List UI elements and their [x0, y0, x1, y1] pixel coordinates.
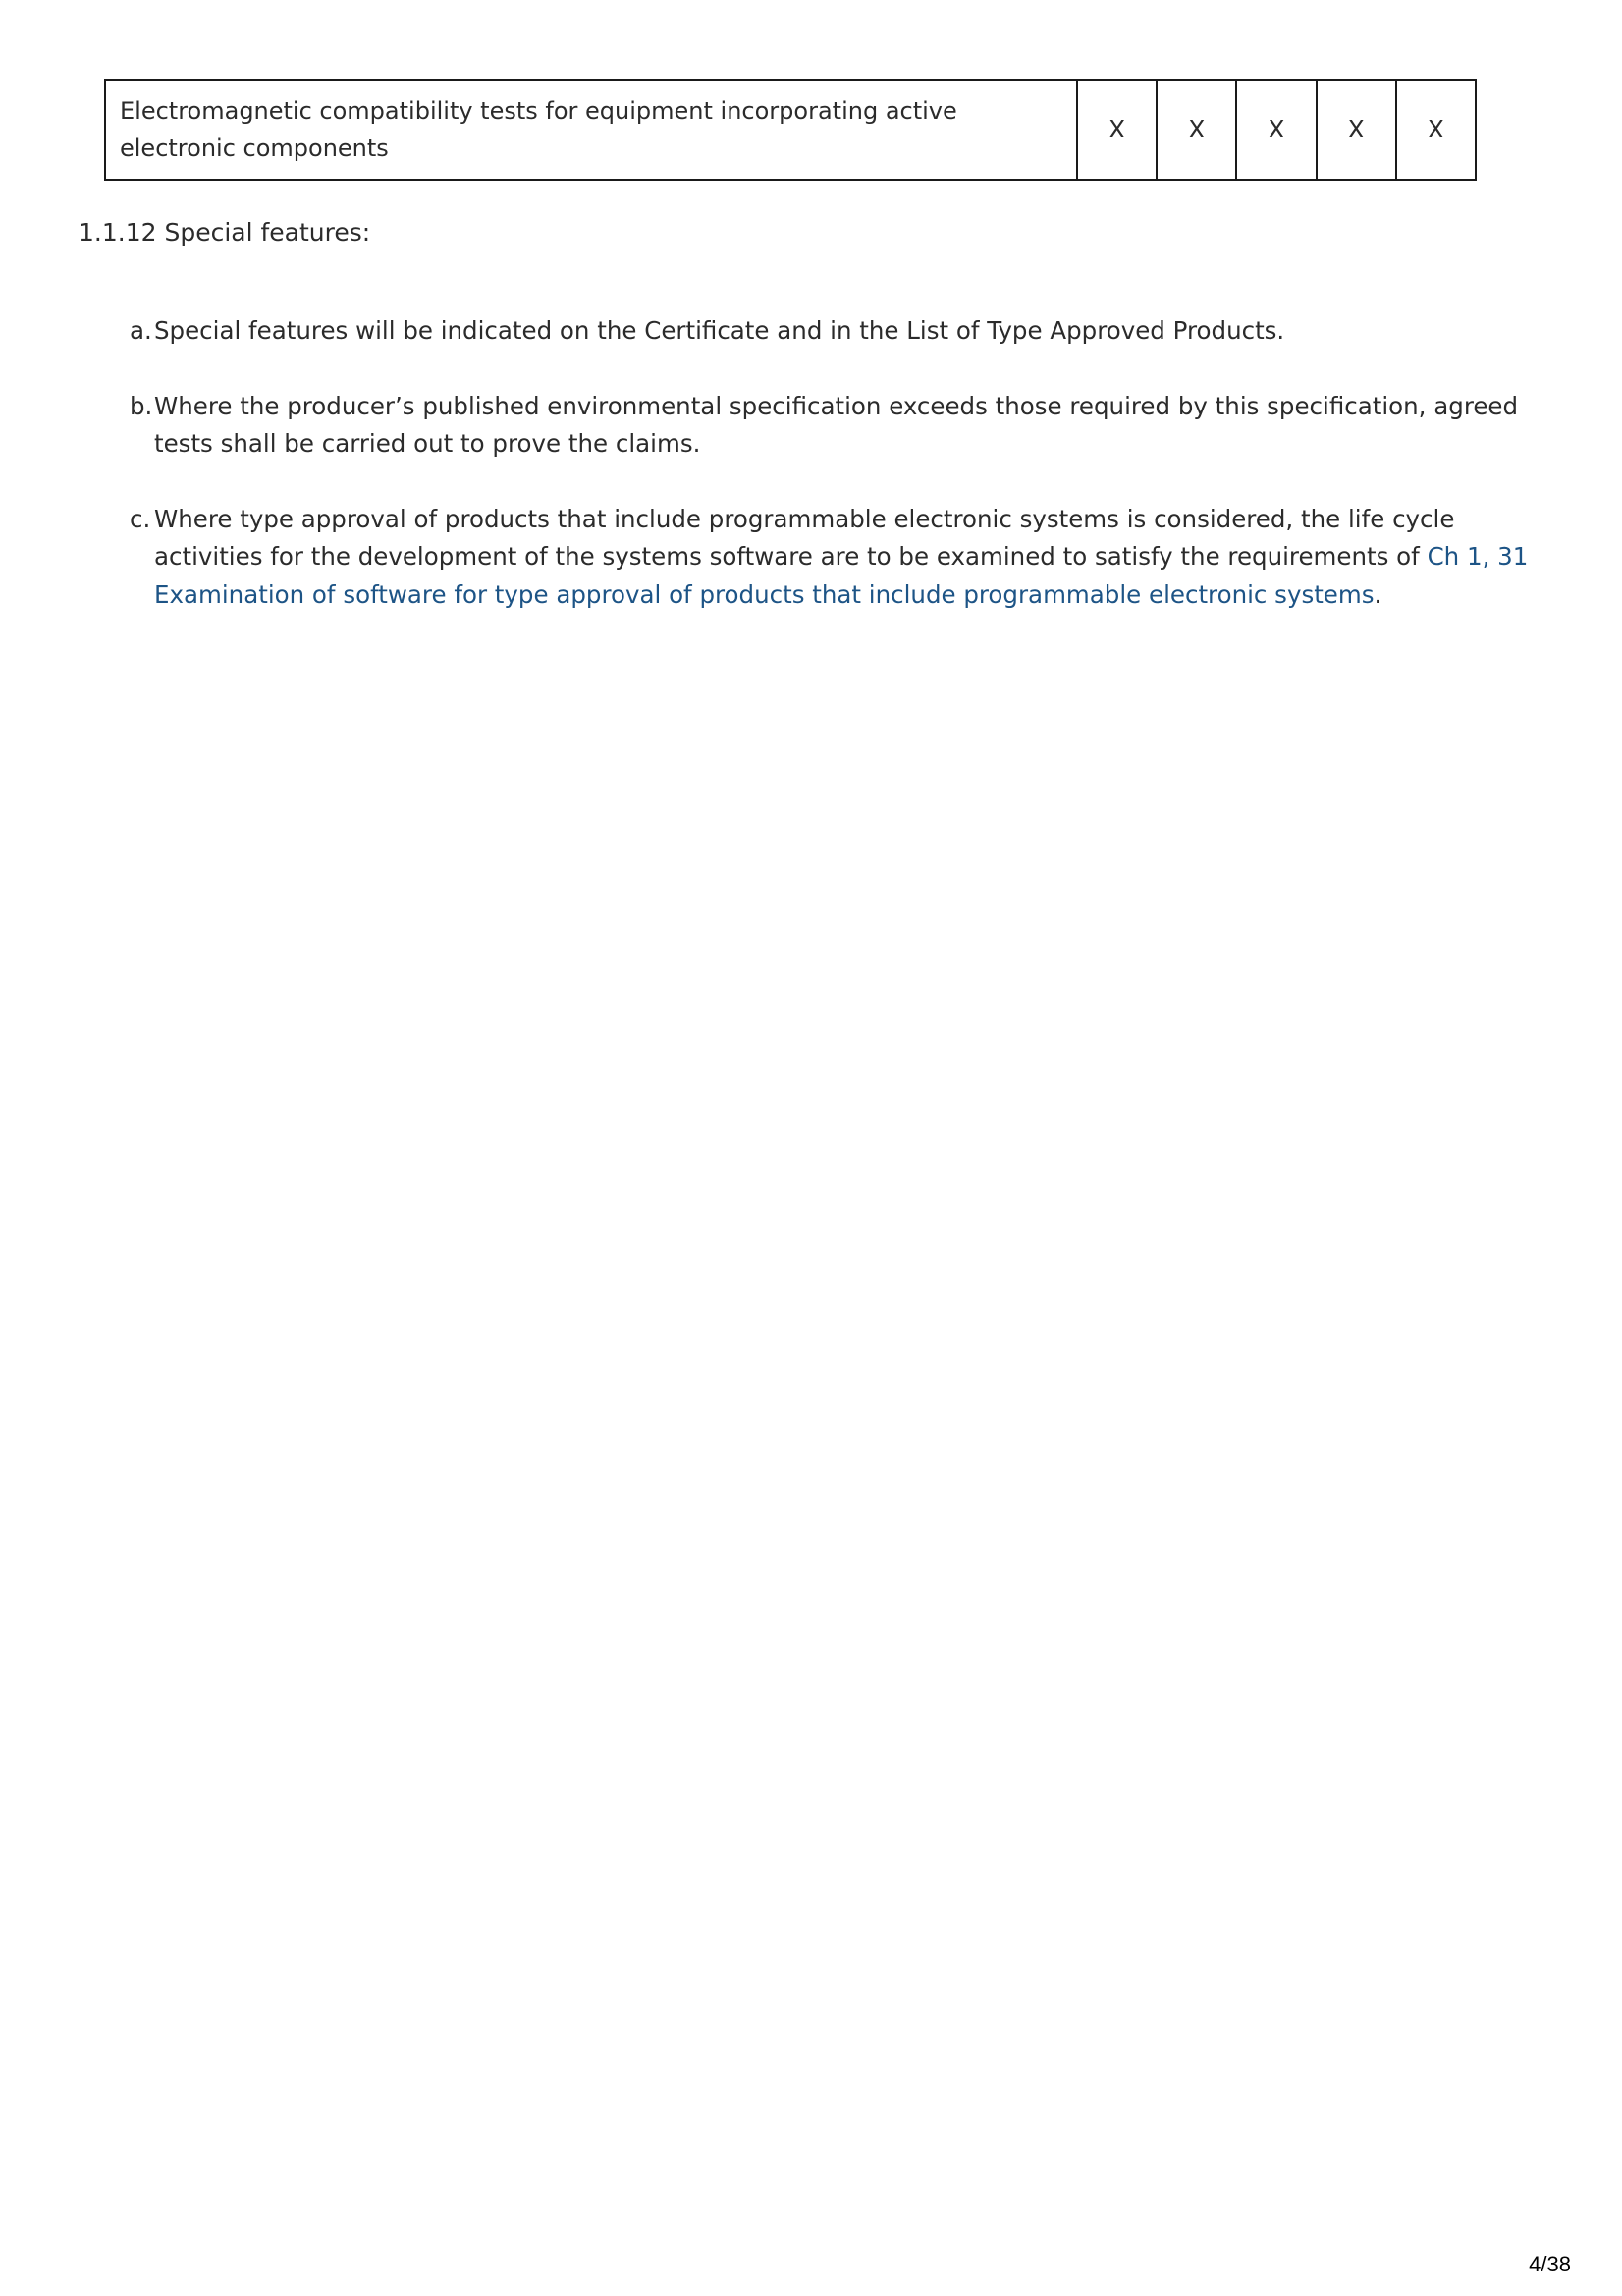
list-item-text: Where the producer’s published environmental specification exceeds those required by this specification, agreed tests shall be carried out to prove the claims.	[154, 391, 1519, 458]
software-examination-link[interactable]: Ch 1, 31 Examination of software for type approval of products that include programmable electronic systems	[154, 542, 1529, 609]
table-row	[105, 80, 1476, 180]
list-marker: c.	[130, 504, 151, 533]
requirements-table	[104, 79, 1477, 181]
list-item-text-after: .	[1374, 579, 1382, 609]
section-heading: 1.1.12 Special features:	[79, 218, 371, 246]
table-cell-mark: X	[1396, 80, 1476, 180]
table-cell-mark: X	[1077, 80, 1157, 180]
list-item-text-before: Where type approval of products that include programmable electronic systems is considered, the life cycle activities for the development of the systems software are to be examined to satisfy the requirements of	[154, 504, 1455, 571]
list-item-text	[154, 501, 1561, 615]
list-item	[128, 388, 1561, 464]
list-marker: b.	[130, 391, 153, 420]
table-cell-mark: X	[1236, 80, 1316, 180]
page-number: 4/38	[1529, 2252, 1571, 2276]
list-item	[128, 312, 1561, 351]
special-features-list	[128, 312, 1561, 651]
table-cell-description: Electromagnetic compatibility tests for equipment incorporating active electronic components	[105, 80, 1077, 180]
list-item-text: Special features will be indicated on the Certificate and in the List of Type Approved Products.	[154, 316, 1285, 345]
list-item	[128, 501, 1561, 615]
table-cell-mark: X	[1317, 80, 1396, 180]
table-cell-mark: X	[1157, 80, 1236, 180]
list-marker: a.	[130, 316, 152, 345]
